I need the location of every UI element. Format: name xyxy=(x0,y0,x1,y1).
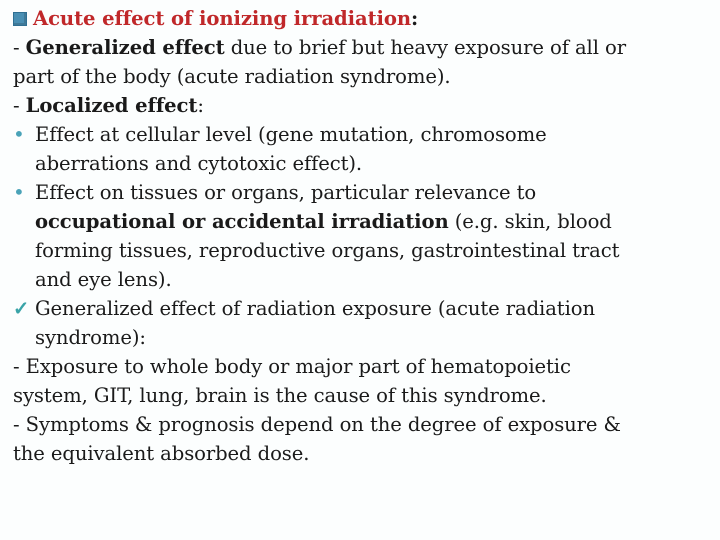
paragraph-symptoms: - Symptoms & prognosis depend on the degree of exposure & xyxy=(13,413,621,436)
square-bullet-icon xyxy=(13,12,27,26)
dash: - xyxy=(13,36,26,59)
paragraph-text: due to brief but heavy exposure of all or xyxy=(224,36,626,59)
dot-bullet-icon: • xyxy=(13,180,25,204)
dot-bullet-icon: • xyxy=(13,122,25,146)
colon: : xyxy=(197,94,204,117)
bullet-item-tissues xyxy=(13,178,713,207)
check-text: Generalized effect of radiation exposure (acute radiation xyxy=(35,297,595,320)
check-item-generalized xyxy=(13,294,713,323)
paragraph-localized xyxy=(13,91,713,120)
paragraph-generalized xyxy=(13,33,713,62)
bullet-text: (e.g. skin, blood xyxy=(448,210,612,233)
paragraph-exposure: - Exposure to whole body or major part of hematopoietic xyxy=(13,355,571,378)
paragraph-exposure-line2: system, GIT, lung, brain is the cause of this syndrome. xyxy=(13,384,547,407)
bullet-text: Effect at cellular level (gene mutation, chromosome xyxy=(35,123,547,146)
bullet-item-tissues-line2 xyxy=(13,207,713,236)
heading-text: Acute effect of ionizing irradiation xyxy=(33,7,412,30)
bullet-item-cellular xyxy=(13,120,713,149)
heading xyxy=(13,4,713,33)
dash: - xyxy=(13,94,26,117)
bullet-item-tissues-line4: and eye lens). xyxy=(35,268,172,291)
bullet-text: Effect on tissues or organs, particular relevance to xyxy=(35,181,537,204)
term-localized-effect: Localized effect xyxy=(25,94,198,117)
term-occupational: occupational or accidental irradiation xyxy=(35,210,449,233)
term-generalized-effect: Generalized effect xyxy=(25,36,225,59)
bullet-item-tissues-line3: forming tissues, reproductive organs, gastrointestinal tract xyxy=(35,239,620,262)
heading-colon: : xyxy=(411,7,419,30)
paragraph-symptoms-line2: the equivalent absorbed dose. xyxy=(13,442,310,465)
check-item-generalized-line2: syndrome): xyxy=(35,326,146,349)
bullet-item-cellular-line2: aberrations and cytotoxic effect). xyxy=(35,152,363,175)
checkmark-icon: ✓ xyxy=(13,297,30,320)
paragraph-generalized-line2: part of the body (acute radiation syndrome). xyxy=(13,65,451,88)
slide-content xyxy=(13,4,713,468)
